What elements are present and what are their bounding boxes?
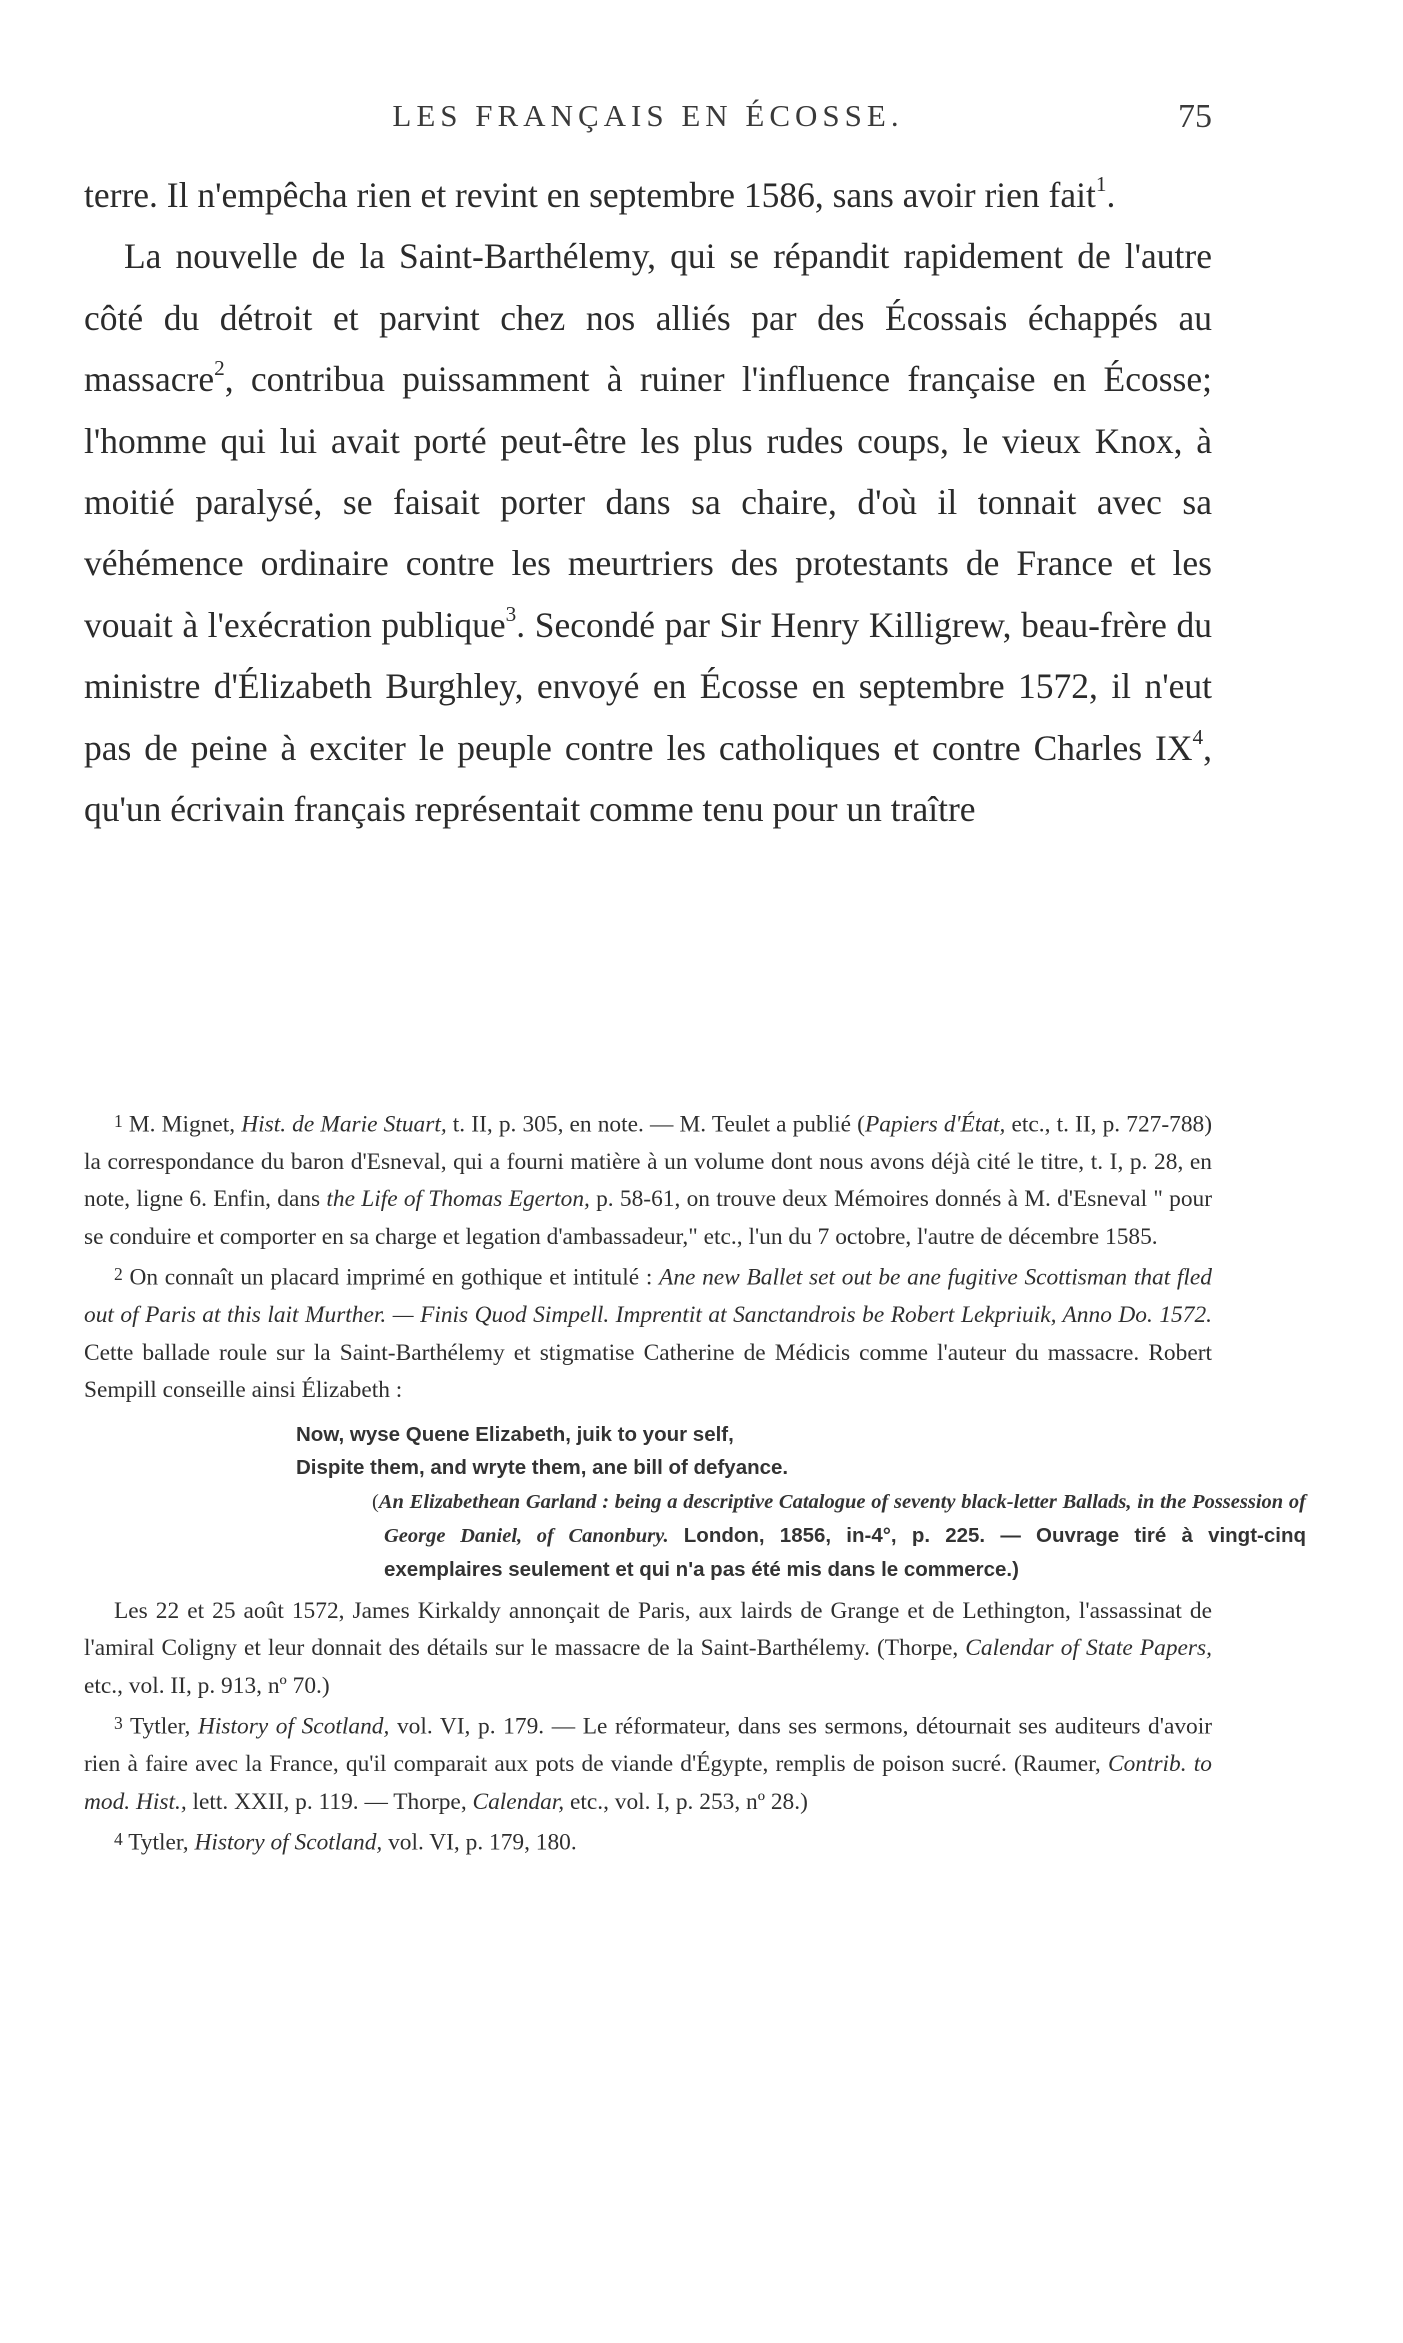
footnote-ref[interactable]: 4 <box>1192 724 1204 749</box>
running-title: LES FRANÇAIS EN ÉCOSSE. <box>392 98 904 133</box>
footnote-2-continued: Les 22 et 25 août 1572, James Kirkaldy annonçait de Paris, aux lairds de Grange et de Lethington, l'assassinat de l'amiral Coligny et leur donnait des détails sur le massacre de la Saint-Barthélemy. (Thorpe, Calendar of State Papers, etc., vol. II, p. 913, nº 70.) <box>84 1597 1212 1699</box>
paragraph: terre. Il n'empêcha rien et revint en septembre 1586, sans avoir rien fait$^1$. <box>84 172 1116 215</box>
footnote-2: 2 On connaît un placard imprimé en gothique et intitulé : Ane new Ballet set out be ane fugitive Scottisman that fled out of Paris at this lait Murther. — Finis Quod Simpell. Imprentit at Sanctandrois be Robert Lekpriuik, Anno Do. 1572. Cette ballade roule sur la Saint-Barthélemy et stigmatise Catherine de Médicis comme l'auteur du massacre. Robert Sempill conseille ainsi Élizabeth : <box>84 1264 1212 1404</box>
footnote-mark: 1 <box>114 1111 123 1131</box>
paragraph: La nouvelle de la Saint-Barthélemy, qui se répandit rapidement de l'autre côté du détroit et parvint chez nos alliés par des Écossais échappés au massacre$^2$, contribua puissamment à ruiner l'influence française en Écosse; l'homme qui lui avait porté peut-être les plus rudes coups, le vieux Knox, à moitié paralysé, se faisait porter dans sa chaire, d'où il tonnait avec sa véhémence ordinaire contre les meurtriers des protestants de France et les vouait à l'exécration publique$^3$. Secondé par Sir Henry Killigrew, beau-frère du ministre d'Élizabeth Burghley, envoyé en Écosse en septembre 1572, il n'eut pas de peine à exciter le peuple contre les catholiques et contre Charles $IX^4$, qu'un écrivain français représentait comme tenu pour un traître <box>84 236 1212 830</box>
footnote-4: 4 Tytler, History of Scotland, vol. VI, p. 179, 180. <box>114 1829 577 1856</box>
footnote-mark: 3 <box>114 1713 123 1734</box>
ballad-verse <box>296 1418 1212 1484</box>
verse-line: Now, wyse Quene Elizabeth, juik to your self, <box>296 1422 734 1446</box>
footnote-mark: 2 <box>114 1264 123 1285</box>
running-head <box>84 98 1212 148</box>
main-text <box>84 165 1212 840</box>
footnote-ref[interactable]: 1 <box>1095 172 1107 197</box>
footnote-mark: 4 <box>114 1829 123 1850</box>
verse-citation: (An Elizabethean Garland : being a descriptive Catalogue of seventy black-letter Ballads, in the Possession of George Daniel, of Canonbury. London, 1856, in-4°, p. 225. — Ouvrage tiré à vingt-cinq exemplaires seulement et qui n'a pas été mis dans le commerce.) <box>372 1490 1307 1581</box>
page-number: 75 <box>1178 98 1212 135</box>
footnote-ref[interactable]: 3 <box>505 601 517 626</box>
footnotes <box>84 1103 1307 1862</box>
footnote-ref[interactable]: 2 <box>214 356 225 381</box>
footnote-3: 3 Tytler, History of Scotland, vol. VI, p. 179. — Le réformateur, dans ses sermons, détournait ses auditeurs d'avoir rien à faire avec la France, qu'il comparait aux pots de viande d'Égypte, remplis de poison sucré. (Raumer, Contrib. to mod. Hist., lett. XXII, p. 119. — Thorpe, Calendar, etc., vol. I, p. 253, nº 28.) <box>84 1713 1213 1815</box>
footnote-1: 1 M. Mignet, Hist. de Marie Stuart, t. II, p. 305, en note. — M. Teulet a publié (Papiers d'État, etc., t. II, p. 727-788) la correspondance du baron d'Esneval, qui a fourni matière à un volume dont nous avons déjà cité le titre, t. I, p. 28, en note, ligne 6. Enfin, dans the Life of Thomas Egerton, p. 58-61, on trouve deux Mémoires donnés à M. d'Esneval " pour se conduire et comporter en sa charge et legation d'ambassadeur," etc., l'un du 7 octobre, l'autre de décembre 1585. <box>84 1111 1213 1250</box>
verse-line: Dispite them, and wryte them, ane bill of defyance. <box>296 1455 789 1479</box>
